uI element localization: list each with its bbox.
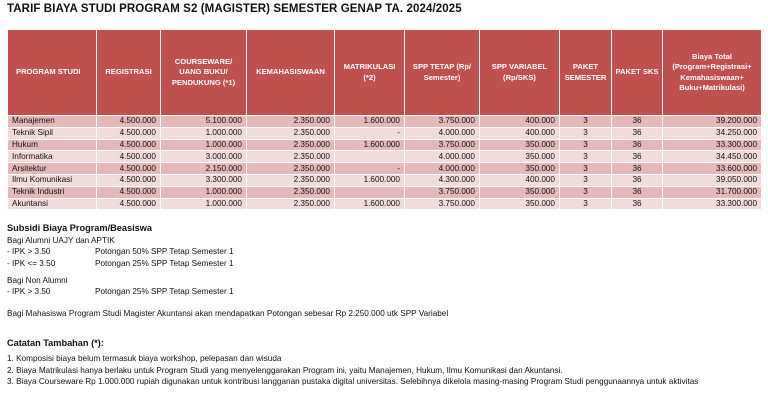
header-matrikulasi: MATRIKULASI (*2) bbox=[335, 30, 405, 116]
cell-program-studi: Teknik Sipil bbox=[8, 127, 97, 139]
cell-spp-tetap: 4.000.000 bbox=[405, 151, 480, 163]
table-row bbox=[8, 139, 762, 151]
fee-table bbox=[7, 29, 762, 210]
non-alumni-discount: Potongan 25% SPP Tetap Semester 1 bbox=[95, 287, 234, 297]
cell-biaya-total: 33.300.000 bbox=[663, 139, 762, 151]
cell-kemahasiswaan: 2.350.000 bbox=[247, 186, 335, 198]
catatan-item: 1. Komposisi biaya belum termasuk biaya workshop, pelepasan dan wisuda bbox=[7, 354, 282, 364]
cell-courseware: 3.000.000 bbox=[161, 151, 247, 163]
table-header-row bbox=[8, 30, 762, 116]
catatan-item: 2. Biaya Matrikulasi hanya berlaku untuk Program Studi yang menyelenggarakan Program ini, yaitu Manajemen, Hukum, Ilmu Komunikasi dan Akuntansi. bbox=[7, 365, 563, 375]
catatan-section bbox=[7, 338, 698, 388]
table-row bbox=[8, 198, 762, 210]
alumni-item bbox=[7, 258, 448, 269]
header-spp-variabel: SPP VARIABEL (Rp/SKS) bbox=[480, 30, 560, 116]
non-alumni-item bbox=[7, 286, 448, 297]
cell-paket-semester: 3 bbox=[560, 127, 612, 139]
cell-paket-semester: 3 bbox=[560, 163, 612, 175]
alumni-criteria: - IPK <= 3.50 bbox=[7, 258, 56, 268]
catatan-item: 3. Biaya Courseware Rp 1.000.000 rupiah digunakan untuk kontribusi langganan pustaka digital universitas. Selebihnya dikelola masing-masing Program Studi penggunaannya untuk aktivitas bbox=[7, 377, 699, 387]
cell-kemahasiswaan: 2.350.000 bbox=[247, 198, 335, 210]
cell-spp-tetap: 4.000.000 bbox=[405, 163, 480, 175]
cell-kemahasiswaan: 2.350.000 bbox=[247, 151, 335, 163]
cell-spp-tetap: 3.750.000 bbox=[405, 198, 480, 210]
cell-biaya-total: 34.450.000 bbox=[663, 151, 762, 163]
cell-paket-semester: 3 bbox=[560, 174, 612, 186]
cell-kemahasiswaan: 2.350.000 bbox=[247, 163, 335, 175]
cell-spp-tetap: 3.750.000 bbox=[405, 186, 480, 198]
cell-paket-sks: 36 bbox=[612, 198, 663, 210]
cell-paket-semester: 3 bbox=[560, 139, 612, 151]
cell-paket-sks: 36 bbox=[612, 151, 663, 163]
cell-program-studi: Teknik Industri bbox=[8, 186, 97, 198]
cell-spp-variabel: 400.000 bbox=[480, 116, 560, 128]
cell-spp-tetap: 4.000.000 bbox=[405, 127, 480, 139]
table-row bbox=[8, 174, 762, 186]
cell-registrasi: 4.500.000 bbox=[97, 127, 161, 139]
cell-spp-variabel: 400.000 bbox=[480, 174, 560, 186]
cell-paket-sks: 36 bbox=[612, 127, 663, 139]
cell-matrikulasi: 1.600.000 bbox=[335, 139, 405, 151]
table-row bbox=[8, 116, 762, 128]
non-alumni-criteria: - IPK > 3.50 bbox=[7, 287, 51, 297]
fee-table-body bbox=[8, 116, 762, 210]
header-kemahasiswaan: KEMAHASISWAAN bbox=[247, 30, 335, 116]
header-courseware: COURSEWARE/ UANG BUKU/ PENDUKUNG (*1) bbox=[161, 30, 247, 116]
cell-program-studi: Ilmu Komunikasi bbox=[8, 174, 97, 186]
page-title: TARIF BIAYA STUDI PROGRAM S2 (MAGISTER) SEMESTER GENAP TA. 2024/2025 bbox=[7, 3, 462, 15]
cell-spp-tetap: 3.750.000 bbox=[405, 139, 480, 151]
cell-registrasi: 4.500.000 bbox=[97, 116, 161, 128]
table-row bbox=[8, 151, 762, 163]
cell-spp-variabel: 350.000 bbox=[480, 186, 560, 198]
cell-matrikulasi bbox=[335, 151, 405, 163]
cell-kemahasiswaan: 2.350.000 bbox=[247, 139, 335, 151]
header-program-studi: PROGRAM STUDI bbox=[8, 30, 97, 116]
cell-courseware: 1.000.000 bbox=[161, 186, 247, 198]
cell-kemahasiswaan: 2.350.000 bbox=[247, 127, 335, 139]
table-row bbox=[8, 186, 762, 198]
cell-registrasi: 4.500.000 bbox=[97, 174, 161, 186]
header-paket-semester: PAKET SEMESTER bbox=[560, 30, 612, 116]
cell-matrikulasi: 1.600.000 bbox=[335, 116, 405, 128]
cell-paket-semester: 3 bbox=[560, 116, 612, 128]
cell-biaya-total: 33.300.000 bbox=[663, 198, 762, 210]
subsidi-heading: Subsidi Biaya Program/Beasiswa bbox=[7, 223, 153, 233]
header-biaya-total: Biaya Total (Program+Registrasi+ Kemahasiswaan+ Buku+Matrikulasi) bbox=[663, 30, 762, 116]
catatan-heading: Catatan Tambahan (*): bbox=[7, 338, 104, 348]
cell-matrikulasi: - bbox=[335, 127, 405, 139]
alumni-discount: Potongan 50% SPP Tetap Semester 1 bbox=[95, 247, 234, 257]
table-row bbox=[8, 127, 762, 139]
cell-program-studi: Akuntansi bbox=[8, 198, 97, 210]
cell-registrasi: 4.500.000 bbox=[97, 198, 161, 210]
header-paket-sks: PAKET SKS bbox=[612, 30, 663, 116]
cell-registrasi: 4.500.000 bbox=[97, 163, 161, 175]
cell-registrasi: 4.500.000 bbox=[97, 139, 161, 151]
cell-spp-variabel: 350.000 bbox=[480, 163, 560, 175]
cell-matrikulasi bbox=[335, 186, 405, 198]
cell-paket-sks: 36 bbox=[612, 186, 663, 198]
cell-spp-tetap: 4.300.000 bbox=[405, 174, 480, 186]
cell-spp-tetap: 3.750.000 bbox=[405, 116, 480, 128]
akuntansi-note: Bagi Mahasiswa Program Studi Magister Akuntansi akan mendapatkan Potongan sebesar Rp 2.250.000 utk SPP Variabel bbox=[7, 309, 449, 319]
subsidi-section bbox=[7, 223, 448, 319]
alumni-label: Bagi Alumni UAJY dan APTIK bbox=[7, 236, 115, 246]
cell-courseware: 3.300.000 bbox=[161, 174, 247, 186]
cell-courseware: 1.000.000 bbox=[161, 139, 247, 151]
cell-program-studi: Manajemen bbox=[8, 116, 97, 128]
alumni-discount: Potongan 25% SPP Tetap Semester 1 bbox=[95, 258, 234, 268]
cell-matrikulasi: 1.600.000 bbox=[335, 174, 405, 186]
header-registrasi: REGISTRASI bbox=[97, 30, 161, 116]
cell-paket-sks: 36 bbox=[612, 163, 663, 175]
cell-biaya-total: 34.250.000 bbox=[663, 127, 762, 139]
cell-matrikulasi: 1.600.000 bbox=[335, 198, 405, 210]
cell-courseware: 1.000.000 bbox=[161, 127, 247, 139]
cell-paket-sks: 36 bbox=[612, 116, 663, 128]
non-alumni-label: Bagi Non Alumni bbox=[7, 275, 68, 285]
cell-paket-sks: 36 bbox=[612, 139, 663, 151]
alumni-criteria: - IPK > 3.50 bbox=[7, 247, 51, 257]
cell-paket-semester: 3 bbox=[560, 198, 612, 210]
cell-spp-variabel: 350.000 bbox=[480, 198, 560, 210]
cell-courseware: 1.000.000 bbox=[161, 198, 247, 210]
cell-kemahasiswaan: 2.350.000 bbox=[247, 116, 335, 128]
cell-paket-sks: 36 bbox=[612, 174, 663, 186]
cell-kemahasiswaan: 2.350.000 bbox=[247, 174, 335, 186]
cell-program-studi: Informatika bbox=[8, 151, 97, 163]
cell-spp-variabel: 400.000 bbox=[480, 127, 560, 139]
header-spp-tetap: SPP TETAP (Rp/ Semester) bbox=[405, 30, 480, 116]
cell-paket-semester: 3 bbox=[560, 186, 612, 198]
cell-biaya-total: 31.700.000 bbox=[663, 186, 762, 198]
table-row bbox=[8, 163, 762, 175]
cell-program-studi: Hukum bbox=[8, 139, 97, 151]
cell-spp-variabel: 350.000 bbox=[480, 151, 560, 163]
alumni-item bbox=[7, 246, 448, 257]
cell-registrasi: 4.500.000 bbox=[97, 186, 161, 198]
cell-spp-variabel: 350.000 bbox=[480, 139, 560, 151]
cell-biaya-total: 33.600.000 bbox=[663, 163, 762, 175]
cell-program-studi: Arsitektur bbox=[8, 163, 97, 175]
cell-matrikulasi: - bbox=[335, 163, 405, 175]
cell-courseware: 2.150.000 bbox=[161, 163, 247, 175]
cell-registrasi: 4.500.000 bbox=[97, 151, 161, 163]
cell-biaya-total: 39.200.000 bbox=[663, 116, 762, 128]
cell-courseware: 5.100.000 bbox=[161, 116, 247, 128]
cell-biaya-total: 39.050.000 bbox=[663, 174, 762, 186]
cell-paket-semester: 3 bbox=[560, 151, 612, 163]
